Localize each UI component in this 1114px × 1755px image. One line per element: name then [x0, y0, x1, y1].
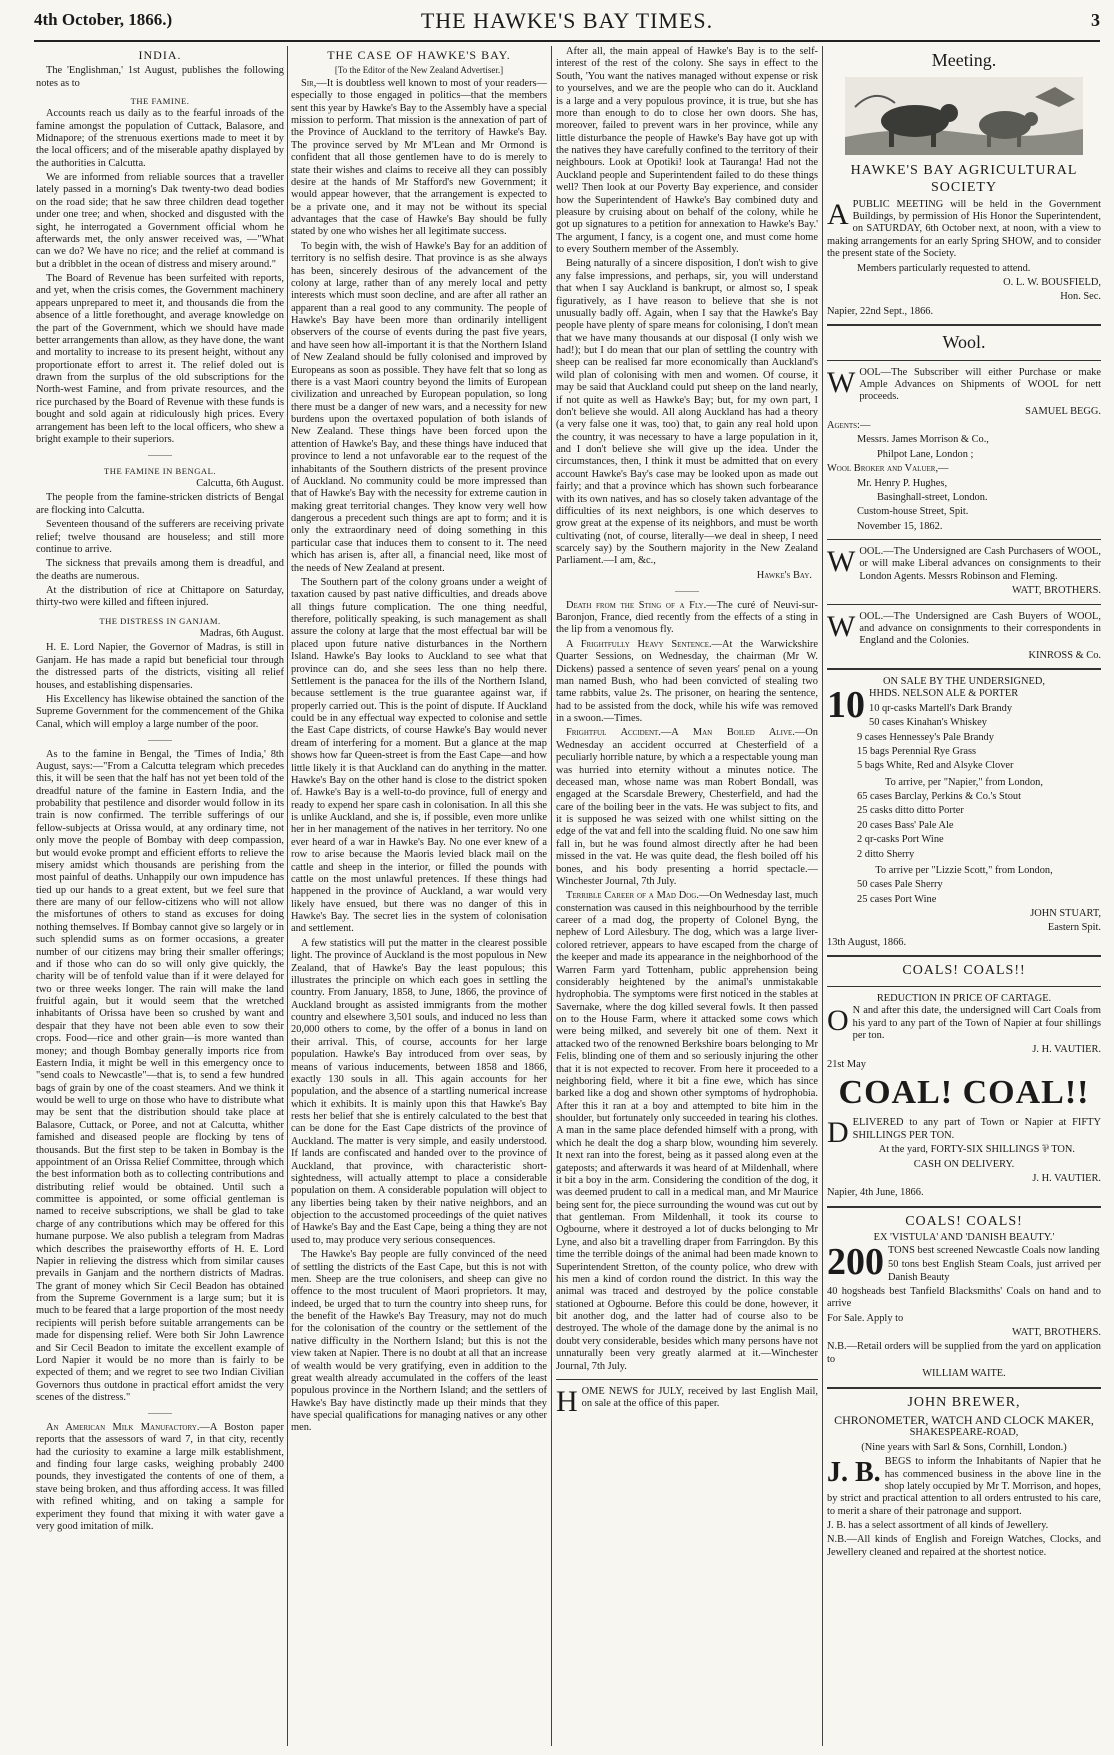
paragraph: The Board of Revenue has been surfeited with reports, and yet, when the crisis comes, the Government machinery appears unprepared to meet it, and thousands die from the absence of a little forethought, and average knowledge on the part of the Government, which we should have made better arrangements than allow, as they have done, the want and mortality to increase to its present height, without any proportionate effort to arrest it. The relief doled out is drawn from the surplus of the old subscriptions for the North-west Famine, and from private resources, and the rice purchased by the Board of Revenue with these funds is bought and sold again at ridiculously high prices. Every arrangement has been left to the local officers, who shew a bright example to their superiors. [36, 273, 284, 445]
stock-item: 50 tons best English Steam Coals, just arrived per Danish Beauty [888, 1259, 1101, 1283]
drop-cap: W [827, 545, 856, 578]
letter-signature: Hawke's Bay. [756, 569, 812, 581]
advert-signature: J. H. VAUTIER. [1032, 1044, 1101, 1056]
column-divider [822, 46, 823, 1746]
column-india: INDIA. The 'Englishman,' 1st August, publishes the following notes as to THE FAMINE. Accounts reach us daily as to the fearful inroads of the famine amongst the population of Cuttack, Balasore, and Midnapore; of the strenuous exertions made to meet it by the local officers; and of the miserable apathy displayed by the authorities in Calcutta. We are informed from reliable sources that a traveller lately passed in a morning's Dak twenty-two dead bodies on the road side; that he saw three children dead together under one tree; and when, shocked and disgusted with the sight, he interrogated a Government official whom he afterwards met, the only answer received was, —"What can we do? We have no rice; and the relief at command is but a dribblet in the ocean of distress and misery around." The Board of Revenue has been surfeited with reports, and yet, when the crisis comes, the Government machinery appears unprepared to meet it, and thousands die from the absence of a little forethought, and average knowledge on the part of the Government, which we should have made better arrangements than allow, as they have done, the want and mortality to increase to its present height, without any proportionate effort to arrest it. The relief doled out is drawn from the surplus of the old subscriptions for the North-west Famine, and from private resources, and the rice purchased by the Board of Revenue with these funds is bought and sold again at ridiculously high prices. Every arrangement has been left to the local officers, who shew a bright example to their superiors. ——— THE FAMINE IN BENGAL. Calcutta, 6th August. The people from the famine-stricken districts of Bengal are flocking into Calcutta. Seventeen thousand of the sufferers are receiving private relief; twelve thousand are houseless; and still more continue to arrive. The sickness that prevails among them is dreadful, and the deaths are numerous. At the distribution of rice at Chittapore on Saturday, thirty-two were killed and fifteen injured. THE DISTRESS IN GANJAM. Madras, 6th August. H. E. Lord Napier, the Governor of Madras, is still in Ganjam. He has made a rapid but beneficial tour through the distressed parts of the districts, visiting all relief houses, and establishing dispensaries. His Excellency has likewise obtained the sanction of the Supreme Government for the commencement of the Ghika Canal, which will employ a large number of the poor. ——— As to the famine in Bengal, the 'Times of India,' 8th August, says:—"From a Calcutta telegram which precedes this, it will be seen that the half has not yet been told of the dreadful nature of the famine in Eastern India, and the probability that pestilence and disorder would follow in its train is now confirmed. The terrible sufferings of our fellow-subjects at Orissa would, at any ordinary time, not only move the people of Bombay with deep compassion, but would evoke prompt and efficient efforts to relieve the misery amidst which thousands are perishing from the most painful of deaths. Unhappily our own impudence has tied up our hands to a great extent, but we feel sure that there are many of our fellow-citizens who will not allow the misfortunes of others to stand as excuses for doing nothing themselves. If Bombay cannot give so largely or in such splendid sums as on former occasions, a greater number of our citizens may bring their smaller offerings; and if those who can do so will only give quickly, the charity will be of tenfold value than if it were delayed for two or three weeks longer. The rain will make the land fruitful again, but it would seem that the wretched inhabitants of Orissa have been so crushed by want and despair that they have not been able even to sow their crops. Food—rice and other grain—is more wanted than money; and though Bombay generally imports rice from Eastern India, it might be well in this emergency once to "send coals to Newcastle"—that is, to send a few hundred bags of grain by one of the coast steamers. And we think it would be well to urge on those who have to distribute what may be sent that the distribution should take place at Balasore, Cuttack, or Poree, and not at Calcutta, whither famished and diseased people are flocking by tens of thousands. But the first step to be taken in Bombay is the appointment of an Orissa Relief Committee, through which the best information both as to collecting contributions and distributing relief would be obtained. Until such a committee is appointed, or some official gentleman is named to receive subscriptions, we shall be glad to take charge of any contributions which may be offered for this humane purpose. We also publish a telegram from Madras which describes the praiseworthy efforts of H. E. Lord Napier in relieving the distress which from similar causes prevails in Ganjam and the northern districts of Madras. The grant of money which Sir Cecil Beadon has obtained from the Supreme Government is a large sum; but it is much to be feared that a large proportion of the most needy recipients will perish before suitable arrangements can be made for dispensing relief. Were both Sir John Lawrence and Sir Cecil Beadon to imitate the excellent example of Lord Napier it would be no more than is fairly to be expected of them; and we regret to see two Indian Civilian Governors thus outdone in practical effort amidst the very scenes of the distress." ——— An American Milk Manufactory.—A Boston paper reports that the assessors of ward 7, in that city, recently had the curiosity to examine a large milk establishment, and finding four large casks, weighing probably 2400 pounds, they investigated the contents of one of them, a stave being broken, and thus affording access. It was filled with refined whiting, and on taking a sample for experiment they found that mixing it with water gave a very good imitation of milk. [36, 48, 284, 1532]
agent-line: Custom-house Street, Spit. [857, 506, 969, 518]
agents-heading: Agents:— [827, 420, 871, 431]
advert-date: Napier, 4th June, 1866. [827, 1187, 924, 1199]
advert-signature: SAMUEL BEGG. [1025, 405, 1101, 417]
page-number: 3 [1091, 10, 1100, 30]
agent-line: Philpot Lane, London ; [877, 448, 974, 460]
paragraph: To begin with, the wish of Hawke's Bay for an addition of territory is no selfish desire. That province is as she always has been, sincerely desirous of the advancement of the colony at large, rather than of any merely local and petty interests which must soon decline, and are after all rather an apparent than a real good to any community. The people of Hawke's Bay have been more than ordinarily intelligent observers of the course of events during the past five years, and have seen how all-important it is that the Northern Island of New Zealand should be fully colonised and improved by Europeans as soon as possible. They have felt that so long as there is a vast Maori country beyond the limits of European civilization and unreached by European population, so long there must be a danger of new wars, and a necessity for new burdens upon the overtaxed population of both islands of New Zealand. These things have been forced upon the attention of Hawke's Bay, and these things have induced that province to lend a not unfavorable ear to the request of the inhabitants of the Southern districts of the present province of Auckland. No community could be more impressed than that of Hawke's Bay with the necessity for extreme caution in making great territorial changes. They know very well how dangerous a precedent such things are apt to form; and it is only the extraordinary need of doing something in this particular case that induces them to consent to it. The need which has arisen is, after all, a financial need, like most of the needs of New Zealand at present. [291, 240, 547, 574]
paragraph: —It is doubtless well known to most of your readers—especially to those engaged in politics—that the members sent this year by Hawke's Bay to the Assembly have a special mission to perform. That mission is the annexation of part of the Province of Auckland to the territory of Hawke's Bay. The province served by Mr M'Lean and Mr Ormond is confident that all those gentlemen have to do is merely to state their wishes and claims to receive all they can possibly desire at the hands of Mr Stafford's new Government; it would appear however, that the arrangement is expected to be a private one, and it may not be without its special advantages that the case of Hawke's Bay should be fully stated by one who wishes her all legitimate success. [291, 77, 547, 238]
item-lead: Terrible Career of a Mad Dog. [566, 890, 699, 902]
advert-subheading: CHRONOMETER, WATCH AND CLOCK MAKER, [834, 1413, 1094, 1428]
advert-heading: Wool. [942, 332, 986, 353]
society-name: HAWKE'S BAY AGRICULTURAL SOCIETY [850, 163, 1078, 196]
advert-text: N.B.—All kinds of English and Foreign Watches, Clocks, and Jewellery cleaned and repaired at the shortest notice. [827, 1534, 1101, 1558]
advert-text: J. B. has a select assortment of all kinds of Jewellery. [827, 1520, 1049, 1532]
advert-heading: COALS! COALS!! [902, 963, 1026, 979]
advert-heading: ON SALE BY THE UNDERSIGNED, [883, 676, 1045, 687]
advert-heading: JOHN BREWER, [907, 1394, 1021, 1410]
drop-cap: W [827, 365, 856, 399]
advert-text: SHAKESPEARE-ROAD, [909, 1427, 1019, 1439]
agent-line: Basinghall-street, London. [877, 491, 988, 503]
newspaper-title: THE HAWKE'S BAY TIMES. [420, 8, 714, 33]
advert-text: HHDS. NELSON ALE & PORTER [869, 688, 1019, 700]
advert-text: N.B.—Retail orders will be supplied from the yard on application to [827, 1341, 1101, 1365]
section-heading: THE FAMINE IN BENGAL. [103, 465, 217, 476]
advert-date: 13th August, 1866. [827, 936, 907, 948]
stock-item: 10 qr-casks Martell's Dark Brandy [869, 702, 1013, 714]
advert-text: OOL.—The Undersigned are Cash Buyers of WOOL, and advance on consignments to their correspondents in England and the Colonies. [859, 610, 1101, 647]
advert-signature: WATT, BROTHERS. [1012, 1327, 1101, 1339]
drop-cap: W [827, 609, 856, 643]
coal-banner: COAL! COAL!! [838, 1074, 1090, 1112]
column-advertisements [827, 46, 1101, 1746]
advert-subheading: EX 'VISTULA' AND 'DANISH BEAUTY.' [873, 1232, 1055, 1244]
article-title: THE CASE OF HAWKE'S BAY. [327, 48, 511, 62]
agent-line: Wool Broker and Valuer,— [827, 463, 949, 475]
drop-cap: D [827, 1116, 849, 1150]
paragraph: After all, the main appeal of Hawke's Bay is to the self-interest of the rest of the colony. She says in effect to the South, 'You want the natives managed without expense or risk to yourselves, and we are the people who can do it. Auckland is a large and a very populous province, it is true, but she has more than enough to do to close her own doors. She has, moreover, failed to prevent wars in her province, while any little disturbance the people of Hawke's Bay have got up with the natives they have carefully confined to the territory of their neighbours. Look at Opotiki! look at Tauranga! Had not the Auckland people and Superintendent failed to do these things well? Then look at our Poverty Bay experience, and consider how the Superintendent of Hawke's Bay combined duty and pleasure by cruising about on behalf of the colony, while he got up signatures to a petition for annexation to Hawke's Bay.' The argument, I fancy, is a cogent one, and must come home to every Southern member of the Assembly. [556, 46, 818, 255]
stock-item: 50 cases Kinahan's Whiskey [869, 717, 987, 729]
livestock-illustration [845, 77, 1083, 155]
advert-text: (Nine years with Sarl & Sons, Cornhill, London.) [861, 1441, 1067, 1453]
stock-item: 65 cases Barclay, Perkins & Co.'s Stout [857, 791, 1021, 802]
paragraph: Accounts reach us daily as to the fearful inroads of the famine amongst the population of Cuttack, Balasore, and Midnapore; of the strenuous exertions made to meet it by the local officers; and of the miserable apathy displayed by the authorities in Calcutta. [36, 108, 284, 169]
advert-signature: J. H. VAUTIER. [1032, 1172, 1101, 1184]
advert-subheading: REDUCTION IN PRICE OF CARTAGE. [876, 992, 1052, 1004]
advert-signature: O. L. W. BOUSFIELD, [1003, 276, 1101, 288]
dateline: Calcutta, 6th August. [196, 478, 284, 490]
stock-item: 25 cases Port Wine [857, 893, 937, 905]
paragraph: As to the famine in Bengal, the 'Times of India,' 8th August, says:—"From a Calcutta telegram which precedes this, it will be seen that the half has not yet been told of the dreadful nature of the famine in Eastern India, and the probability that pestilence and disorder would follow in its train is now confirmed. The terrible sufferings of our fellow-subjects at Orissa would, at any ordinary time, not only move the people of Bombay with deep compassion, but would evoke prompt and efficient efforts to relieve the misery amidst which thousands are perishing from the most painful of deaths. Unhappily our own impudence has tied up our hands to a great extent, but we feel sure that there are many of our fellow-citizens who will not allow the misfortunes of others to stand as excuses for doing nothing themselves. If Bombay cannot give so largely or in such splendid sums as on former occasions, a greater number of our citizens may bring their smaller offerings; and if those who can do so will only give quickly, the charity will be of tenfold value than if it were delayed for two or three weeks longer. The rain will make the land fruitful again, but it would seem that the wretched inhabitants of Orissa have been so crushed by want and despair that they have not been able even to sow their crops. Food—rice and other grain—is more wanted than money; and though Bombay generally imports rice from Eastern India, it might be well in this emergency once to "send coals to Newcastle"—that is, to send a few hundred bags of grain by one of the coast steamers. And we think it would be well to urge on those who have to distribute what may be sent that the distribution should take place at Balasore, Cuttack, or Poree, and not at Calcutta, whither famished and diseased people are flocking by tens of thousands. But the first step to be taken in Bombay is the appointment of an Orissa Relief Committee, through which the best information both as to collecting contributions and distributing relief would be obtained. Until such a committee is appointed, or some official gentleman is named to receive subscriptions, we shall be glad to take charge of any contributions which may be offered for this humane purpose. We also publish a telegram from Madras which describes the praiseworthy efforts of H. E. Lord Napier in relieving the distress which from similar causes prevails in Ganjam and the northern districts of Madras. The grant of money which Sir Cecil Beadon has obtained from the Supreme Government is a large sum; but it is much to be feared that a large proportion of the most needy recipients will perish before suitable arrangements can be made for dispensing relief. Were both Sir John Lawrence and Sir Cecil Beadon to imitate the excellent example of Lord Napier it would be no more than is fairly to be expected of them; and we regret to see two Indian Civilian Governors thus outdone in practical effort amidst the very scenes of the distress." [36, 748, 284, 1404]
advert-text: TONS best screened Newcastle Coals now landing [888, 1244, 1100, 1256]
item-text: —The curé of Neuvi-sur-Baronjon, France, died recently from the effects of a sting in the lip from a venomous fly. [556, 599, 818, 636]
advert-signature-role: Hon. Sec. [1060, 291, 1101, 303]
advert-text: At the yard, FORTY-SIX SHILLINGS ⅌ TON. [878, 1144, 1075, 1156]
column-divider [551, 46, 552, 1746]
stock-item: 20 cases Bass' Pale Ale [857, 819, 954, 831]
masthead [34, 8, 1100, 38]
section-heading: THE FAMINE. [130, 96, 190, 107]
advert-text: ELIVERED to any part of Town or Napier at FIFTY SHILLINGS PER TON. [852, 1117, 1101, 1141]
item-lead: Frightful Accident.—A Man Boiled Alive. [566, 727, 795, 739]
article-intro: The 'Englishman,' 1st August, publishes the following notes as to [36, 65, 284, 89]
advert-text: BEGS to inform the Inhabitants of Napier that he has commenced business in the above line in the shop lately occupied by Mr T. Morrison, and hopes, by strict and practical attention to all orders entrusted to his care, to merit a share of their patronage and support. [827, 1456, 1101, 1517]
paragraph: His Excellency has likewise obtained the sanction of the Supreme Government for the commencement of the Ghika Canal, which will employ a large number of the poor. [36, 693, 284, 730]
paragraph: The people from the famine-stricken districts of Bengal are flocking into Calcutta. [36, 492, 284, 516]
drop-cap: 200 [827, 1240, 884, 1283]
stock-item: 50 cases Pale Sherry [857, 879, 943, 891]
advert-text: PUBLIC MEETING will be held in the Government Buildings, by permission of His Honor the Superintendent, on SATURDAY, 6th October next, at noon, with a view to making arrangements for an early Spring SHOW, and to consider the present state of the Society. [827, 198, 1101, 260]
paragraph: Seventeen thousand of the sufferers are receiving private relief; twelve thousand are houseless; and still more continue to arrive. [36, 519, 284, 555]
advert-signature: KINROSS & Co. [1028, 649, 1101, 661]
advert-text: N and after this date, the undersigned will Cart Coals from his yard to any part of the Town of Napier at four shillings per ton. [852, 1005, 1101, 1041]
stock-item: 15 bags Perennial Rye Grass [857, 745, 977, 757]
column-hawkes-bay-case [291, 46, 547, 1746]
paragraph: At the distribution of rice at Chittapore on Saturday, thirty-two were killed and fifteen injured. [36, 585, 284, 609]
paragraph: The Southern part of the colony groans under a weight of taxation caused by past native difficulties, and dreads above all things future complication. The one thing needful, therefore, politically speaking, is such management as shall assure the colony at large that the most effectual bar will be placed upon future native disturbances in the Northern Island. Hawke's Bay looks to Auckland to see what that province can do, and she sees less than no help there. Settlement is the panacea for the ills of the Northern Island, because settlement is the true guarantee against war, if properly carried out. This is the point of dispute. If Auckland could be in any effectual way expected to colonise and settle the East Cape districts, of course Hawke's Bay would never dream of interfering for a moment. But a glance at the map shows how far Queen-street is from the East Cape—and how little likely it is that Auckland can do anything in the matter. Hawke's Bay on the other hand is close to the district spoken of. Hawke's Bay is a well-to-do province, full of energy and ready to expend her spare cash in colonisation. In all this she is unlike Auckland, and she is, if possible, even more unlike her in her management of the natives in her territory. No one ever heard of a war in Hawke's Bay. No one ever knew of a row to arise because the Maoris levied black mail on the cattle and sheep in the interior, or filled the pounds with cattle on the most unlawful pretences. If these things had happened in the province of Auckland, a war would very likely have ensued, but there was no danger of this in Hawke's Bay. The secret lies in the system of colonisation and settlement. [291, 576, 547, 935]
item-text: —On Wednesday an accident occurred at Chesterfield of a peculiarly horrible nature, by which a a respectable young man was hurried into eternity without a minutes notice. The deceased man, whose name was man Robert Bondall, was engaged at the Scarsdale Brewery, Chesterfield, and had the care of the boiling beer in the vats. He was subject to fits, and it is supposed he was seized with one whilst sitting on the edge of the vat and fell into the scalding fluid. No one saw him fall in, but he was found almost directly after he had been missed in the vat. He was quite dead, the flesh boiled off his bones, and his body presenting a horrid spectacle.—Winchester Journal, 7th July. [556, 727, 818, 887]
advert-heading: COALS! COALS! [905, 1213, 1023, 1229]
advert-signature: JOHN STUART, [1030, 908, 1101, 919]
item-lead: Death from the Sting of a Fly. [566, 599, 707, 611]
item-text: —At the Warwickshire Quarter Sessions, on Wednesday, the chairman (Mr W. Dickens) passed a sentence of seven years' penal on a young man named Bush, who had been convicted of stealing two tame rabbits, value 2s. The prisoner, on hearing the sentence, had to be assisted from the dock, while his wife was removed in a swoon.—Times. [556, 638, 818, 725]
agent-line: Mr. Henry P. Hughes, [857, 477, 948, 489]
stock-item: 5 bags White, Red and Alsyke Clover [857, 760, 1014, 772]
stock-item: 25 casks ditto ditto Porter [857, 805, 964, 817]
paragraph: We are informed from reliable sources that a traveller lately passed in a morning's Dak twenty-two dead bodies on the road side; that he saw three children dead together under one tree; and when, shocked and disgusted with the sight, he interrogated a Government official whom he afterwards met, the only answer received was, —"What can we do? We have no rice; and the relief at command is but a dribblet in the ocean of distress and misery around." [36, 172, 284, 270]
advert-signature: WATT, BROTHERS. [1012, 585, 1101, 597]
agent-line: Messrs. James Morrison & Co., [857, 434, 989, 446]
advert-signature: WILLIAM WAITE. [922, 1368, 1006, 1380]
drop-cap: H [556, 1384, 578, 1418]
article-title: INDIA. [138, 48, 182, 62]
drop-cap: O [827, 1004, 849, 1038]
item-text: —A Boston paper reports that the assessors of ward 7, in that city, recently had the curiosity to examine a large milk establishment, and finding four large casks, weighing probably 2400 pounds, they investigated the contents of one of them, a stave being broken, and thus affording access. It was filled with refined whiting, and on taking a sample for experiment they found that mixing it with water gave a very good imitation of milk. [36, 1421, 284, 1532]
paragraph: Being naturally of a sincere disposition, I don't wish to give any false impressions, and perhaps, sir, you will understand that when I say Auckland is bankrupt, or almost so, I speak figuratively, as I have reason to believe that she is not unusually badly off. Again, when I say that the Hawke's Bay people have plenty of spare means for colonising, I don't mean that we have many thousands at our disposal (I only wish we had!); but I do mean that our plan of settling the country with sheep can be realised far more economically than Auckland's wild plan of colonising with men and women. Of course, it may be said that Auckland could put sheep on the land nearly, if not quite as well as Hawke's Bay; but, for my own part, I don't believe she would. All along Auckland has had a theory (a very false one it was, too) that, to gain any real hold upon the country, it was necessary to have a large population in it, and I don't believe she will give up the idea. Under the circumstances, then, I think it must be admitted that on every account Hawke's Bay's case may be looked upon as made out fairly; and that a province which has shown such forbearance with its own natives, and has so closely taken advantage of the difficulties of its next neighbors, is one which deserves to grow great at the expense of its neighbors, and must be worth cultivating (not, of course, literally—we deal in sheep, I need scarcely say) by the Southern majority in the New Zealand Parliament.—I am, &c., [556, 258, 818, 567]
issue-date: 4th October, 1866.) [34, 10, 173, 29]
stock-item: 2 qr-casks Port Wine [857, 834, 944, 846]
stock-item: 2 ditto Sherry [857, 848, 915, 860]
advert-date: Napier, 22nd Sept., 1866. [827, 305, 934, 317]
paragraph: A few statistics will put the matter in the clearest possible light. The province of Auckland is the most populous in New Zealand, that of Hawke's Bay the least populous; this illustrates the principle on which each goes in settling the country. From January, 1858, to June, 1866, the province of Auckland brought as assisted immigrants from the mother country and elsewhere 3,501 souls, and induced no less than 20,000 others to come, by the offer of a bonus in land on their arrival. This, of course, accounts for her large population. Hawke's Bay introduced from over seas, by means of various inducements, between 1858 and 1866, exactly 130 souls in all. This again accounts for her population, and the absence of a startling numerical increase which it exhibits. It is mainly upon this that Hawke's Bay rests her belief that she is entirely calculated to the best that can be done for the East Cape districts of the province of Auckland. The matter is very simple, and easily understood. If lands are confiscated and handed over to the province of Auckland, that province, with characteristic short-sightedness, will actually attempt to place a considerable population on them. A considerable population will object to any liberties being taken by their native neighbors, and an objection to the accustomed proceedings of the quiet natives of Hawke's Bay and the East Cape, being a thing they are not used to, may produce very serious consequences. [291, 937, 547, 1246]
article-subtitle: [To the Editor of the New Zealand Advertiser.] [334, 65, 504, 76]
advert-text: OOL.—The Undersigned are Cash Purchasers of WOOL, or will make Liberal advances on consignments to their London Agents. Messrs Robinson and Fleming. [859, 546, 1101, 582]
column-news-items: After all, the main appeal of Hawke's Bay is to the self-interest of the rest of the colony. She says in effect to the South, 'You want the natives managed without expense or risk to yourselves, and we are the people who can do it. Auckland is a large and a very populous province, it is true, but she has more than enough to do to close her own doors. She has, moreover, failed to prevent wars in her province, while any little disturbance the people of Hawke's Bay have got up with the natives they have carefully confined to the territory of their neighbours. Look at Opotiki! look at Tauranga! Had not the Auckland people and Superintendent failed to do these things well? Then look at our Poverty Bay experience, and consider how the Superintendent of Hawke's Bay combined duty and pleasure by cruising about on behalf of the colony, while he got up signatures to a petition for annexation to Hawke's Bay.' The argument, I fancy, is a cogent one, and must come home to every Southern member of the Assembly. Being naturally of a sincere disposition, I don't wish to give any false impressions, and perhaps, sir, you will understand that when I say Auckland is bankrupt, or almost so, I speak figuratively, as I have reason to believe that she is not unusually badly off. Again, when I say that the Hawke's Bay people have plenty of spare means for colonising, I don't mean that we have many thousands at our disposal (I only wish we had!); but I do mean that our plan of settling the country with sheep can be realised far more economically than Auckland's wild plan of colonising with men and women. Of course, it may be said that Auckland could put sheep on the land nearly, if not quite as well as Hawke's Bay; but, for my own part, I don't believe she would. All along Auckland has had a theory (a very false one it was, too) that, to gain any real hold upon the country, it was necessary to have a large population in it, and I don't believe she will give up the idea. Under the circumstances, then, I think it must be admitted that on every account Hawke's Bay's case may be looked upon as made out fairly; and that a province which has shown such forbearance with its own natives, and has so closely taken advantage of the difficulties of its next neighbors, is one which deserves to grow great at the expense of its neighbors, and must be worth cultivating (not, of course, literally—we deal in sheep, I need scarcely say) by the Southern majority in the New Zealand Parliament.—I am, &c., Hawke's Bay. ——— Death from the Sting of a Fly.—The curé of Neuvi-sur-Baronjon, France, died recently from the effects of a sting in the lip from a venomous fly. A Frightfully Heavy Sentence.—At the Warwickshire Quarter Sessions, on Wednesday, the chairman (Mr W. Dickens) passed a sentence of seven years' penal on a young man named Bush, who had been convicted of stealing two tame rabbits, value 2s. The prisoner, on hearing the sentence, had to be assisted from the dock, while his wife was removed in a swoon.—Times. Frightful Accident.—A Man Boiled Alive.—On Wednesday an accident occurred at Chesterfield of a peculiarly horrible nature, by which a a respectable young man was hurried into eternity without a minutes notice. The deceased man, whose name was man Robert Bondall, was engaged at the Scarsdale Brewery, Chesterfield, and had the care of the boiling beer in the vats. He was subject to fits, and it is supposed he was seized with one whilst sitting on the edge of the vat and fell into the scalding fluid. No one saw him fall in, but he was found almost directly after he had been missed in the vat. He was quite dead, the flesh boiled off his bones, and his body presenting a horrid spectacle.—Winchester Journal, 7th July. Terrible Career of a Mad Dog.—On Wednesday last, much consternation was caused in this neighbourhood by the terrible career of a mad dog, the property of Colonel Byng, the nephew of Lord Ailesbury. The dog, which was a large liver-colored retriever, appears to have escaped from the charge of the keeper and made its appearance in the neighborhood of the Warren Farm yard Tottenham, public apprehension being considerably heightened by the animal's unmistakable hydrophobia. The symptoms were first noticed in the stables at Savernake, where the dog killed several fowls. It then passed on to the House Farm, where it attacked some cows which were being milked, and severely bit one of them. Next it attacked two of the renowned Berkshire boars belonging to Mr Felis, blinding one of them and so seriously injuring the other that it is not expected to recover. From here it proceeded to a neighboring field, where it bit a fine ewe, which has since barked like a dog and shown other symptoms of hydrophobia. After this it ran at a boy and attempted to bite him in the shoulder, but fortunately only succeeded in tearing his clothes. A man in the same place defended himself with a prong, with which he dealt the dog a sharp blow, wounding him severely. It next ran into the forest, being as it passed along even at the gateposts; and afterwards it was heard of at Mildenhall, where it bit a boy in the arm. Considering the condition of the dog, it was deemed prudent to call in a medical man, and Mr Maurice being sent for, the piece surrounding the wound was cut out by that gentleman. From Mildenhall, it took its course to Ogbourne, where it destroyed a lot of ducks belonging to Mr Lyne, and also bit a travelling draper from Farringdon. By this time the terrible doings of the animal had been made known to Superintendent Stretton, of the county police, who drew with his men a kind of cordon round the district. In this way the animal was traced and destroyed by the police constable stationed at Ogbourne. Before this could be done, however, it bit another dog, and the latter had of course also to be destroyed. The whole of the damage done by the animal is no doubt very considerable, besides which many persons have not unnaturally been very greatly alarmed at it.—Winchester Journal, 7th July. HOME NEWS for JULY, received by last English Mail, on sale at the office of this paper. [556, 46, 818, 1418]
agent-line: November 15, 1862. [857, 520, 943, 532]
advert-location: Eastern Spit. [1047, 922, 1101, 934]
advert-text: For Sale. Apply to [827, 1312, 904, 1324]
advert-heading: Meeting. [931, 50, 997, 70]
item-lead: An American Milk Manufactory. [46, 1421, 200, 1433]
drop-cap: 10 [827, 684, 865, 727]
section-heading: THE DISTRESS IN GANJAM. [99, 615, 221, 626]
advert-text: CASH ON DELIVERY. [913, 1158, 1015, 1170]
dateline: Madras, 6th August. [199, 628, 284, 640]
salutation: Sir, [301, 77, 317, 89]
advert-date: 21st May [827, 1058, 866, 1070]
advert-text: OOL—The Subscriber will either Purchase or make Ample Advances on Shipments of WOOL for nett proceeds. [859, 366, 1101, 403]
item-lead: A Frightfully Heavy Sentence. [566, 638, 712, 650]
paragraph: H. E. Lord Napier, the Governor of Madras, is still in Ganjam. He has made a rapid but beneficial tour through the distressed parts of the districts, visiting all relief houses, and establishing dispensaries. [36, 642, 284, 691]
paragraph: The sickness that prevails among them is dreadful, and the deaths are numerous. [36, 558, 284, 582]
paragraph: The Hawke's Bay people are fully convinced of the need of settling the districts of the East Cape, but this is not with men. Sheep are the true colonisers, and sheep can give no offence to the most truculent of Maori proprietors. It may, indeed, be urged that to turn the country into sheep runs, for the benefit of the Hawke's Bay Treasury, may not do much for the colonisation of the country or the settlement of the native difficulty in the Northern Island; but this is not the view taken at Napier. There is no doubt at all that an increase of wealth would be very gratifying, even in addition to the great wealth already accumulated in the coffers of the least populous province in the Northern Island; and the settlers of Hawke's Bay have distinctly made up their minds that they have special qualifications for managing natives or any other men. [291, 1249, 547, 1434]
drop-cap: A [827, 197, 849, 231]
stock-item: 40 hogsheads best Tanfield Blacksmiths' Coals on hand and to arrive [827, 1285, 1101, 1310]
advert-text: OME NEWS for JULY, received by last English Mail, on sale at the office of this paper. [581, 1385, 818, 1410]
masthead-rule [34, 40, 1100, 42]
advert-text: Members particularly requested to attend. [857, 262, 1031, 274]
item-text: —On Wednesday last, much consternation was caused in this neighbourhood by the terrible career of a mad dog, the property of Colonel Byng, the nephew of Lord Ailesbury. The dog, which was a large liver-colored retriever, appears to have escaped from the charge of the keeper and made its appearance in the neighborhood of the Warren Farm yard Tottenham, public apprehension being considerably heightened by the animal's unmistakable hydrophobia. The symptoms were first noticed in the stables at Savernake, where the dog killed several fowls. It then passed on to the House Farm, where it attacked some cows which were being milked, and severely bit one of them. Next it attacked two of the renowned Berkshire boars belonging to Mr Felis, blinding one of them and so seriously injuring the other that it is not expected to recover. From here it proceeded to a neighboring field, where it bit a fine ewe, which has since barked like a dog and shown other symptoms of hydrophobia. After this it ran at a boy and attempted to bite him in the shoulder, but fortunately only succeeded in tearing his clothes. A man in the same place defended himself with a prong, with which he dealt the dog a sharp blow, wounding him severely. It next ran into the forest, being as it passed along even at the gateposts; and afterwards it was heard of at Mildenhall, where it bit a boy in the arm. Considering the condition of the dog, it was deemed prudent to call in a medical man, and Mr Maurice being sent for, the piece surrounding the wound was cut out by that gentleman. From Mildenhall, it took its course to Ogbourne, where it destroyed a lot of ducks belonging to Mr Lyne, and also bit a travelling draper from Farringdon. By this time the terrible doings of the animal had been made known to Superintendent Stretton, of the county police, who drew with his men a kind of cordon round the district. In this way the animal was traced and destroyed by the police constable stationed at Ogbourne. Before this could be done, however, it bit another dog, and the latter had of course also to be destroyed. The whole of the damage done by the animal is no doubt very considerable, besides which many persons have not unnaturally been very greatly alarmed at it.—Winchester Journal, 7th July. [556, 890, 818, 1372]
advert-subheading: To arrive, per "Napier," from London, [885, 776, 1043, 788]
stock-item: 9 cases Hennessey's Pale Brandy [857, 731, 994, 743]
advert-subheading: To arrive per "Lizzie Scott," from London, [875, 864, 1053, 876]
drop-cap: J. B. [827, 1457, 881, 1489]
column-divider [287, 46, 288, 1746]
